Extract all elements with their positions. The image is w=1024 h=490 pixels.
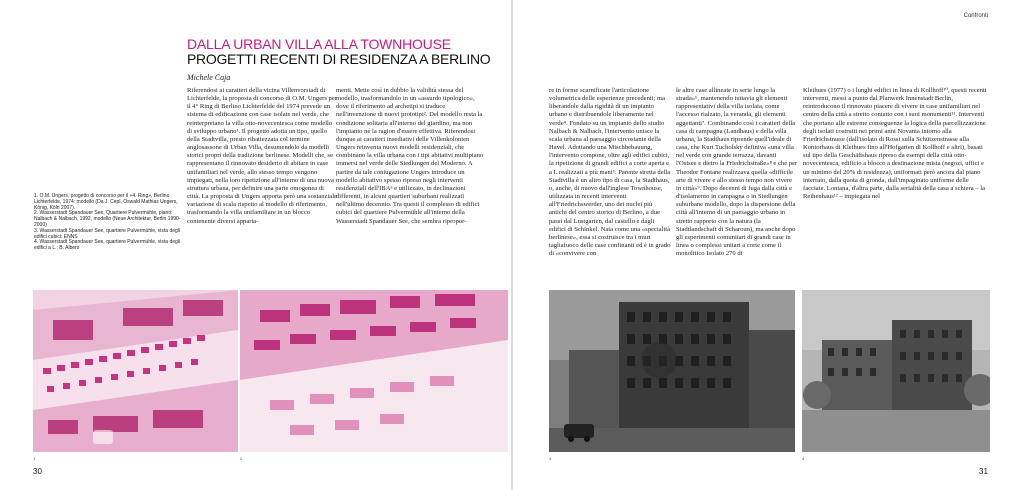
figure-4-l-buildings-photo [802,290,990,452]
figure-2-aerial-model [240,290,508,452]
body-text: menti. Mette così in dubbio la validità stessa del modello, trasformandolo in un «assurdo tipologico», dove il riferimento ad archetipi si traduce nell'invenzione di nuovi prototipi². Del modello resta la condizione solitaria all'interno del giardino, ma non l'impianto né la ragion d'essere effettiva. Riferendosi dunque ai caratteri insediativi delle Villenkolonien Ungers reinventa nuovi modelli residenziali, che combinano la villa urbana con i tipi abitativi multipiano immersi nel verde delle Siedlungen del Moderno. A partire da tale coniugazione Ungers introduce un modello abitativo spesso ripreso negli interventi residenziali dell'IBA³ e utilizzato, in declinazioni differenti, in alcuni quartieri suburbani realizzati nell'ultimo decennio. Tra questi il complesso di edifici cubici del quartiere Pulvermühle all'interno della Wasserstadt Spandauer See, che sembra ripropor- [336,87,484,225]
page-gutter [511,0,513,490]
caption-2: 2. Wasserstadt Spandauer See, Quartiere Pulvermühle, piano: Nalbach & Nalbach, 1992, modello (Neue Architektur, Berlin 1990-2000) [34,210,181,228]
aerial-model-image [240,290,508,452]
article-title: DALLA URBAN VILLA ALLA TOWNHOUSE [187,36,451,52]
figure-captions [34,194,182,252]
text-column-5 [803,87,990,201]
photo-number-2: 2 [240,456,243,461]
text-column-3 [549,87,671,258]
photo-number-1: 1 [33,456,36,461]
cubic-buildings-image [549,290,795,452]
text-column-1 [187,87,337,226]
article-subtitle: PROGETTI RECENTI DI RESIDENZA A BERLINO [187,51,491,67]
text-column-4 [676,87,798,258]
page-number-left: 30 [33,467,42,476]
photo-number-4: 4 [802,456,805,461]
l-buildings-image [802,290,990,452]
article-header [187,37,507,82]
running-head: Confronti [963,13,988,19]
body-text: Kleihues (1977) o i lunghi edifici in linea di Kollhoff¹⁰, questi recenti interventi, messi a punto dal Planwerk Innenstadt Berlin, reintroducono il rinnovato piacere di vivere in case unifamiliari nel centro della città a stretto contatto con i suoi monumenti¹¹. Interventi che portano alle estreme conseguenze la logica della parcellizzazione degli isolati costruiti nei primi anni Novanta intorno alla Friedrichstrasse (dall'isolato di Rossi sulla Schützenstrasse alla Kontorhaus di Kleihues fino all'Hofgarten di Kollhoff e altri), basati sul tipo della Geschäftshaus ripreso da esempi della città otto-novecentesca, edificio a blocco a destinazione mista (negozi, uffici e un minimo del 20% di residenza), uniformati però ancora dal piano interrato, dalla quota di gronda, dall'impaginato uniforme delle facciate. Lontana, d'altra parte, dalla serialità della casa a schiera – la Reihenhaus¹² – impiegata nel [803,87,987,201]
photo-number-3: 3 [549,456,552,461]
page-number-right: 31 [979,467,988,476]
figure-3-cubic-buildings-photo [549,290,795,452]
caption-1: 1. O.M. Ungers, progetto di concorso per il «4. Ring», Berlino Lichterfelde, 1974: modello (Da J. Cepl, Oswald Mathias Ungers, König, Köln 2007). [34,193,178,211]
body-text: Riferendosi ai caratteri della vicina Villenvorstadt di Lichterfelde, la proposta di concorso di O.M. Ungers per il 4° Ring di Berlino Lichterfelde del 1974 prevede un sistema di edificazione con case isolate nel verde, che reinterpretano la villa otto-novecentesca come modello di sviluppo urbano¹. Il progetto adotta un tipo, quello della Stadtvilla, presto ribattezzata col termine anglosassone di Urban Villa, desumendolo da modelli storici propri della tradizione berlinese. Modelli che, se rappresentano il rinnovato desiderio di abitare in case unifamiliari nel verde, allo stesso tempo vengono impiegati, nella loro ripetizione all'interno di una nuova struttura urbana, per definire una parte omogenea di città. La proposta di Ungers apporta però una sostanziale variazione di scala rispetto al modello di riferimento, trasformando la villa unifamiliare in un blocco contenente diversi apparta- [187,87,337,225]
body-text: le altre case allineate in serie lungo la strada»⁶, mantenendo tuttavia gli elementi rappresentativi della villa isolata, come l'accesso rialzato, la veranda, gli elementi aggettanti⁷. Combinando così i caratteri della casa di campagna (Landhaus) e della villa urbana, la Stadthaus riprende quell'ideale di casa, che Kurt Tucholsky definiva «una villa nel verde con grande terrazza, davanti l'Ostsee e dietro la Friedrichstraße»⁸ e che per Theodor Fontane realizzava quella «difficile arte di vivere e allo stesso tempo non vivere in città»⁹. Dopo decenni di fuga dalla città e d'isolamento in campagna o in Siedlungen suburbane modello, dopo la dispersione della città all'interno di un paesaggio urbano in stretto rapporto con la natura (la Stadtlandschaft di Scharoun), ma anche dopo gli esperimenti comunitari di grandi case in linea o complessi unitari a corte come il monolitico Isolato 270 di [676,87,798,258]
figure-1-site-model [33,290,238,452]
site-model-image [33,290,238,452]
body-text: re in forme scarnificate l'articolazione volumetrica delle esperienze precedenti; ma liberandole dalla rigidità di un impianto urbano e distribuendole liberamente nel verde⁴. Fondato su un impianto dello studio Nalbach & Nalbach, l'intervento unisce la scala urbana al paesaggio circostante della Havel. Adottando una Mischbebauung, l'intervento compone, oltre agli edifici cubici, la ripetizione di grandi edifici a corte aperta e a L realizzati a più mani⁵. Parente stretta della Stadtvilla è un altro tipo di casa, la Stadthaus, o, anche, di nuovo dall'inglese Townhouse, utilizzata in recenti interventi all'Friedrichswerder, uno dei nuclei più antichi del centro storico di Berlino, a due passi dal Lustgarten, dal castello e dagli edifici di Schinkel. Nata come una «specialità berlinese», essa si costruisce tra i muri tagliafuoco delle case confinanti ed è in grado di «convivere con [549,87,671,258]
caption-4: 4. Wasserstadt Spandauer See, quartiere Pulvermühle, vista degli edifici a L.: B. Albers [34,239,181,252]
article-author: Michele Caja [187,73,231,82]
text-column-2 [336,87,486,226]
caption-3: 3. Wasserstadt Spandauer See, quartiere Pulvermühle, vista degli edifici cubici: ENNS [34,227,181,240]
